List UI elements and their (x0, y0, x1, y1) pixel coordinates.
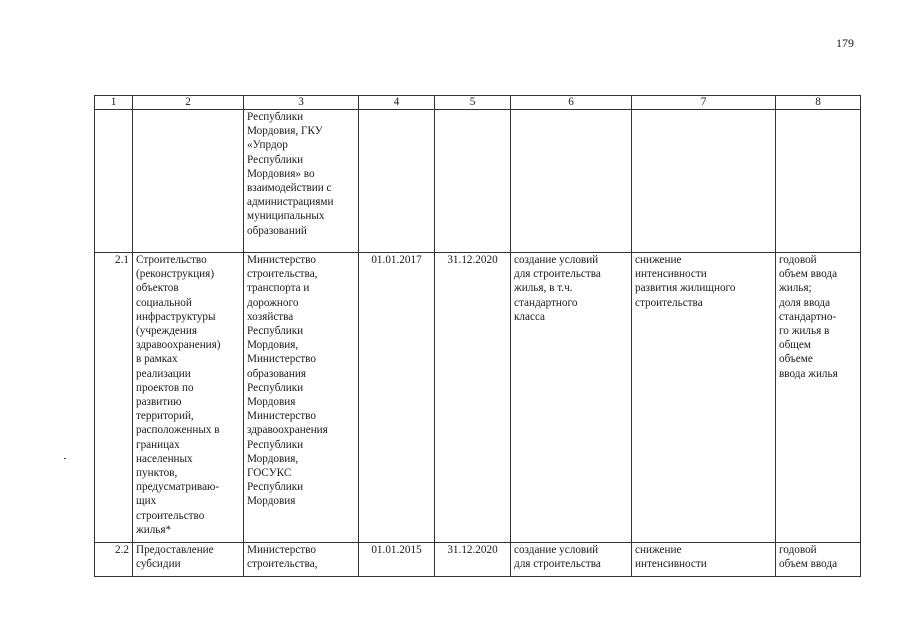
expected-result: создание условий для строительства жилья, в т.ч. стандартного класса (511, 253, 632, 543)
expected-result (511, 110, 632, 253)
end-date: 31.12.2020 (435, 543, 511, 577)
measure-name (133, 110, 244, 253)
indicator-link (776, 110, 861, 253)
non-implementation-consequence: снижение интенсивности развития жилищного строительства (632, 253, 776, 543)
executor: Министерство строительства, (244, 543, 359, 577)
start-date (359, 110, 435, 253)
column-header: 2 (133, 96, 244, 110)
column-header: 8 (776, 96, 861, 110)
end-date: 31.12.2020 (435, 253, 511, 543)
column-header: 1 (95, 96, 133, 110)
margin-mark (64, 458, 66, 459)
column-header: 7 (632, 96, 776, 110)
row-number (95, 110, 133, 253)
non-implementation-consequence (632, 110, 776, 253)
indicator-link: годовой объем ввода жилья; доля ввода стандартно- го жилья в общем объеме ввода жилья (776, 253, 861, 543)
indicator-link: годовой объем ввода (776, 543, 861, 577)
column-header: 3 (244, 96, 359, 110)
expected-result: создание условий для строительства (511, 543, 632, 577)
start-date: 01.01.2017 (359, 253, 435, 543)
row-number: 2.1 (95, 253, 133, 543)
measures-table (94, 95, 861, 577)
non-implementation-consequence: снижение интенсивности (632, 543, 776, 577)
executor: Республики Мордовия, ГКУ «Упрдор Республики Мордовия» во взаимодействии с администрациями муниципальных образований (244, 110, 359, 253)
start-date: 01.01.2015 (359, 543, 435, 577)
column-header: 4 (359, 96, 435, 110)
table-row (95, 110, 861, 253)
column-header: 6 (511, 96, 632, 110)
table-row (95, 543, 861, 577)
executor: Министерство строительства, транспорта и дорожного хозяйства Республики Мордовия, Министерство образования Республики Мордовия Министерство здравоохранения Республики Мордовия, ГОСУКС Республики Мордовия (244, 253, 359, 543)
measure-name: Предоставление субсидии (133, 543, 244, 577)
end-date (435, 110, 511, 253)
column-number-header (95, 96, 861, 110)
table-row (95, 253, 861, 543)
column-header: 5 (435, 96, 511, 110)
page-number: 179 (836, 36, 854, 50)
row-number: 2.2 (95, 543, 133, 577)
measure-name: Строительство (реконструкция) объектов социальной инфраструктуры (учреждения здравоохранения) в рамках реализации проектов по развитию территорий, расположенных в границах населенных пунктов, предусматриваю- щих строительство жилья* (133, 253, 244, 543)
